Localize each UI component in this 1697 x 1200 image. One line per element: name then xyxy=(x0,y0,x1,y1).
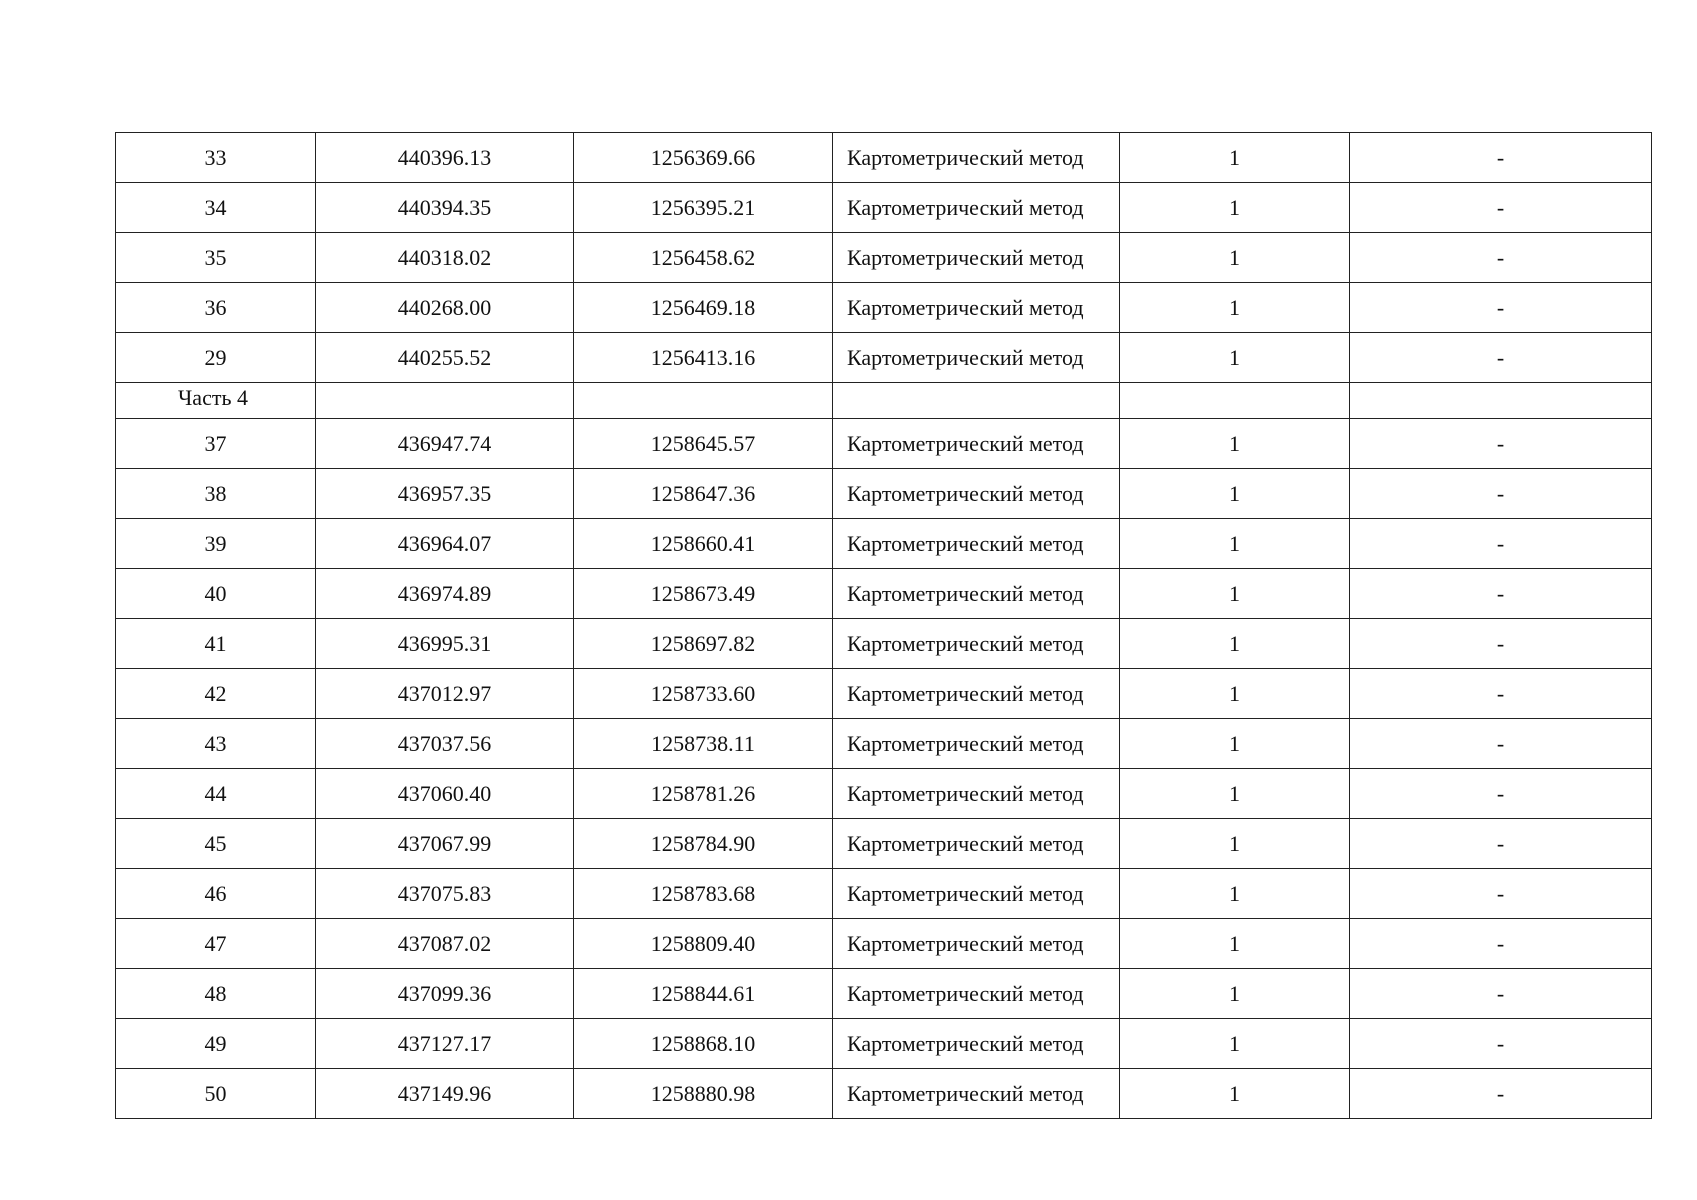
accuracy-cell: 1 xyxy=(1120,1069,1350,1119)
table-row xyxy=(116,819,1652,869)
table-body-part-4-header xyxy=(116,383,1652,419)
point-number-cell: 47 xyxy=(116,919,316,969)
table-row xyxy=(116,669,1652,719)
accuracy-cell: 1 xyxy=(1120,969,1350,1019)
point-number-cell: 33 xyxy=(116,133,316,183)
x-coordinate-cell: 440396.13 xyxy=(316,133,574,183)
note-cell: - xyxy=(1350,419,1652,469)
note-cell: - xyxy=(1350,469,1652,519)
x-coordinate-cell: 437087.02 xyxy=(316,919,574,969)
method-cell: Картометрический метод xyxy=(833,819,1120,869)
y-coordinate-cell: 1258809.40 xyxy=(574,919,833,969)
note-cell: - xyxy=(1350,619,1652,669)
table-row xyxy=(116,1019,1652,1069)
x-coordinate-cell: 437037.56 xyxy=(316,719,574,769)
method-cell: Картометрический метод xyxy=(833,1069,1120,1119)
table-body-part-3 xyxy=(116,133,1652,383)
point-number-cell: 37 xyxy=(116,419,316,469)
method-cell: Картометрический метод xyxy=(833,969,1120,1019)
point-number-cell: 41 xyxy=(116,619,316,669)
empty-cell xyxy=(1120,383,1350,419)
method-cell: Картометрический метод xyxy=(833,183,1120,233)
table-row xyxy=(116,1069,1652,1119)
table-row xyxy=(116,719,1652,769)
y-coordinate-cell: 1256369.66 xyxy=(574,133,833,183)
method-cell: Картометрический метод xyxy=(833,133,1120,183)
note-cell: - xyxy=(1350,569,1652,619)
point-number-cell: 44 xyxy=(116,769,316,819)
table-row xyxy=(116,619,1652,669)
point-number-cell: 46 xyxy=(116,869,316,919)
coordinates-table xyxy=(115,132,1652,1119)
x-coordinate-cell: 437099.36 xyxy=(316,969,574,1019)
note-cell: - xyxy=(1350,133,1652,183)
table-row xyxy=(116,769,1652,819)
accuracy-cell: 1 xyxy=(1120,669,1350,719)
x-coordinate-cell: 437075.83 xyxy=(316,869,574,919)
empty-cell xyxy=(1350,383,1652,419)
accuracy-cell: 1 xyxy=(1120,719,1350,769)
accuracy-cell: 1 xyxy=(1120,869,1350,919)
part-label: Часть 4 xyxy=(116,383,316,419)
note-cell: - xyxy=(1350,233,1652,283)
y-coordinate-cell: 1258673.49 xyxy=(574,569,833,619)
point-number-cell: 42 xyxy=(116,669,316,719)
table-row xyxy=(116,869,1652,919)
method-cell: Картометрический метод xyxy=(833,569,1120,619)
note-cell: - xyxy=(1350,333,1652,383)
method-cell: Картометрический метод xyxy=(833,669,1120,719)
table-row xyxy=(116,969,1652,1019)
point-number-cell: 40 xyxy=(116,569,316,619)
accuracy-cell: 1 xyxy=(1120,419,1350,469)
y-coordinate-cell: 1258697.82 xyxy=(574,619,833,669)
point-number-cell: 50 xyxy=(116,1069,316,1119)
x-coordinate-cell: 437149.96 xyxy=(316,1069,574,1119)
y-coordinate-cell: 1256469.18 xyxy=(574,283,833,333)
y-coordinate-cell: 1256458.62 xyxy=(574,233,833,283)
accuracy-cell: 1 xyxy=(1120,233,1350,283)
note-cell: - xyxy=(1350,819,1652,869)
note-cell: - xyxy=(1350,183,1652,233)
y-coordinate-cell: 1258660.41 xyxy=(574,519,833,569)
table-row xyxy=(116,333,1652,383)
accuracy-cell: 1 xyxy=(1120,769,1350,819)
table-row xyxy=(116,283,1652,333)
x-coordinate-cell: 437067.99 xyxy=(316,819,574,869)
point-number-cell: 29 xyxy=(116,333,316,383)
note-cell: - xyxy=(1350,1019,1652,1069)
table-row xyxy=(116,519,1652,569)
empty-cell xyxy=(316,383,574,419)
x-coordinate-cell: 440255.52 xyxy=(316,333,574,383)
point-number-cell: 34 xyxy=(116,183,316,233)
table-row xyxy=(116,569,1652,619)
table-row xyxy=(116,419,1652,469)
point-number-cell: 35 xyxy=(116,233,316,283)
x-coordinate-cell: 437127.17 xyxy=(316,1019,574,1069)
method-cell: Картометрический метод xyxy=(833,419,1120,469)
table-row xyxy=(116,183,1652,233)
part-4-header-row xyxy=(116,383,1652,419)
y-coordinate-cell: 1258781.26 xyxy=(574,769,833,819)
empty-cell xyxy=(833,383,1120,419)
y-coordinate-cell: 1258868.10 xyxy=(574,1019,833,1069)
accuracy-cell: 1 xyxy=(1120,1019,1350,1069)
x-coordinate-cell: 440318.02 xyxy=(316,233,574,283)
accuracy-cell: 1 xyxy=(1120,183,1350,233)
table-row xyxy=(116,233,1652,283)
x-coordinate-cell: 436947.74 xyxy=(316,419,574,469)
method-cell: Картометрический метод xyxy=(833,333,1120,383)
accuracy-cell: 1 xyxy=(1120,519,1350,569)
table-row xyxy=(116,469,1652,519)
x-coordinate-cell: 436995.31 xyxy=(316,619,574,669)
table-row xyxy=(116,919,1652,969)
note-cell: - xyxy=(1350,283,1652,333)
accuracy-cell: 1 xyxy=(1120,283,1350,333)
note-cell: - xyxy=(1350,769,1652,819)
y-coordinate-cell: 1258784.90 xyxy=(574,819,833,869)
accuracy-cell: 1 xyxy=(1120,819,1350,869)
y-coordinate-cell: 1258647.36 xyxy=(574,469,833,519)
y-coordinate-cell: 1258880.98 xyxy=(574,1069,833,1119)
method-cell: Картометрический метод xyxy=(833,233,1120,283)
x-coordinate-cell: 436974.89 xyxy=(316,569,574,619)
accuracy-cell: 1 xyxy=(1120,569,1350,619)
x-coordinate-cell: 437060.40 xyxy=(316,769,574,819)
accuracy-cell: 1 xyxy=(1120,919,1350,969)
note-cell: - xyxy=(1350,1069,1652,1119)
y-coordinate-cell: 1258844.61 xyxy=(574,969,833,1019)
method-cell: Картометрический метод xyxy=(833,619,1120,669)
point-number-cell: 49 xyxy=(116,1019,316,1069)
method-cell: Картометрический метод xyxy=(833,1019,1120,1069)
table-row xyxy=(116,133,1652,183)
point-number-cell: 38 xyxy=(116,469,316,519)
x-coordinate-cell: 436957.35 xyxy=(316,469,574,519)
method-cell: Картометрический метод xyxy=(833,719,1120,769)
note-cell: - xyxy=(1350,869,1652,919)
point-number-cell: 36 xyxy=(116,283,316,333)
y-coordinate-cell: 1258645.57 xyxy=(574,419,833,469)
point-number-cell: 45 xyxy=(116,819,316,869)
point-number-cell: 48 xyxy=(116,969,316,1019)
x-coordinate-cell: 436964.07 xyxy=(316,519,574,569)
note-cell: - xyxy=(1350,669,1652,719)
x-coordinate-cell: 440394.35 xyxy=(316,183,574,233)
accuracy-cell: 1 xyxy=(1120,619,1350,669)
accuracy-cell: 1 xyxy=(1120,469,1350,519)
note-cell: - xyxy=(1350,919,1652,969)
y-coordinate-cell: 1256413.16 xyxy=(574,333,833,383)
method-cell: Картометрический метод xyxy=(833,869,1120,919)
y-coordinate-cell: 1258738.11 xyxy=(574,719,833,769)
x-coordinate-cell: 437012.97 xyxy=(316,669,574,719)
y-coordinate-cell: 1256395.21 xyxy=(574,183,833,233)
empty-cell xyxy=(574,383,833,419)
note-cell: - xyxy=(1350,519,1652,569)
accuracy-cell: 1 xyxy=(1120,133,1350,183)
method-cell: Картометрический метод xyxy=(833,469,1120,519)
table-body-part-4 xyxy=(116,419,1652,1119)
document-page xyxy=(115,132,1651,1119)
method-cell: Картометрический метод xyxy=(833,519,1120,569)
point-number-cell: 39 xyxy=(116,519,316,569)
note-cell: - xyxy=(1350,719,1652,769)
x-coordinate-cell: 440268.00 xyxy=(316,283,574,333)
accuracy-cell: 1 xyxy=(1120,333,1350,383)
note-cell: - xyxy=(1350,969,1652,1019)
method-cell: Картометрический метод xyxy=(833,283,1120,333)
y-coordinate-cell: 1258733.60 xyxy=(574,669,833,719)
method-cell: Картометрический метод xyxy=(833,919,1120,969)
method-cell: Картометрический метод xyxy=(833,769,1120,819)
y-coordinate-cell: 1258783.68 xyxy=(574,869,833,919)
point-number-cell: 43 xyxy=(116,719,316,769)
